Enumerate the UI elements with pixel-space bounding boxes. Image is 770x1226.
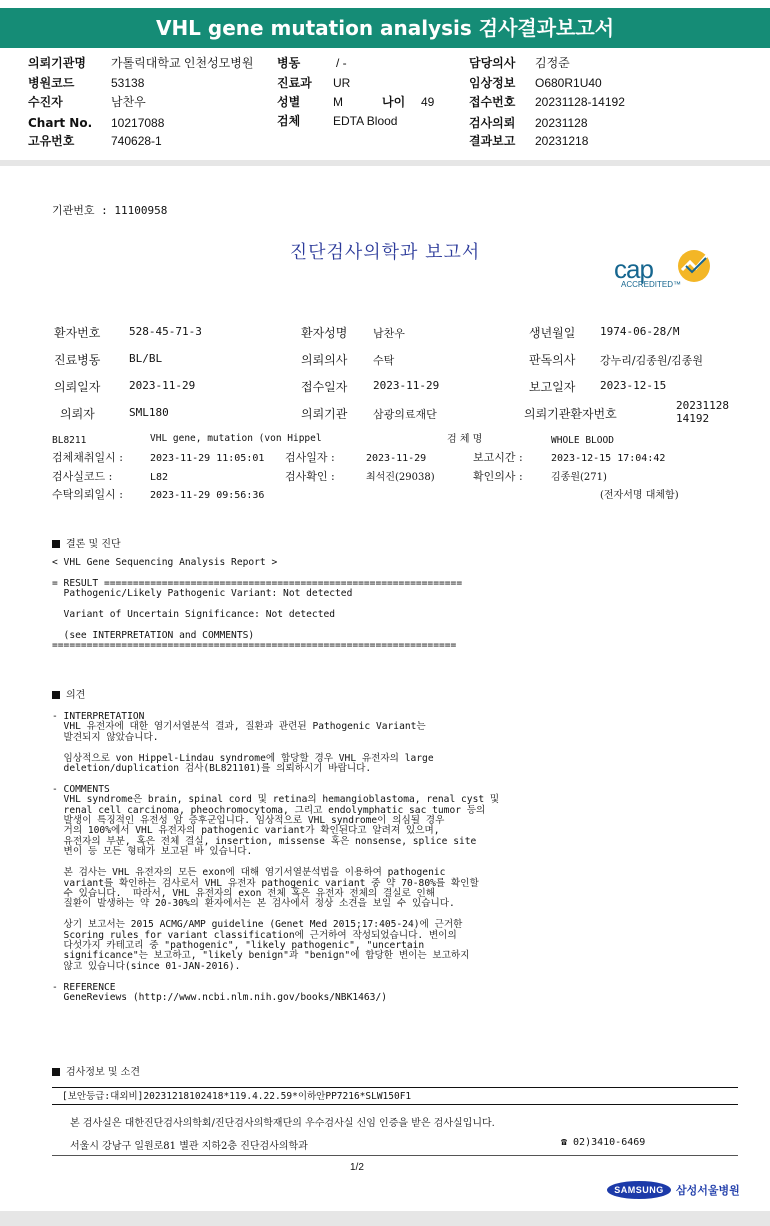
header-value-unique-no: 740628-1 <box>111 134 162 148</box>
time-value-report-time: 2023-12-15 17:04:42 <box>551 453 666 464</box>
time-value-lab-code: L82 <box>150 472 169 483</box>
time-label-entrust: 수탁의뢰일시 : <box>52 488 123 501</box>
header-value-request-date: 20231128 <box>535 116 588 130</box>
patient-value-inst-patient-no: 2023112814192 <box>676 399 729 425</box>
time-value-confirm-doctor: 김종원(271) <box>551 472 607 483</box>
certification-line: 본 검사실은 대한진단검사의학회/진단검사의학재단의 우수검사실 신임 인증을 받은 검사실입니다. <box>70 1118 495 1129</box>
patient-value-req-doctor: 수탁 <box>373 354 395 367</box>
header-value-clinical-info: O680R1U40 <box>535 76 602 90</box>
e-signature-note: (전자서명 대체함) <box>600 490 679 501</box>
header-label-sex: 성별 <box>277 95 301 109</box>
patient-label-ward: 진료병동 <box>54 353 101 367</box>
header-label-report-date: 결과보고 <box>469 134 516 148</box>
patient-label-name: 환자성명 <box>301 326 348 340</box>
patient-label-inst-patient-no: 의뢰기관환자번호 <box>524 407 617 421</box>
patient-label-rep-date: 보고일자 <box>529 380 576 394</box>
test-code: BL8211 <box>52 435 87 446</box>
patient-label-rec-date: 접수일자 <box>301 380 348 394</box>
patient-value-birth: 1974-06-28/M <box>600 325 680 338</box>
patient-value-rec-date: 2023-11-29 <box>373 379 440 392</box>
section-opinion-heading <box>52 686 85 701</box>
patient-value-reader: 강누리/김종원/김종원 <box>600 354 704 367</box>
page-number: 1/2 <box>350 1162 364 1173</box>
lab-address: 서울시 강남구 일원로81 별관 지하2층 진단검사의학과 <box>70 1141 308 1152</box>
patient-value-req-date: 2023-11-29 <box>129 379 196 392</box>
header-label-clinical-info: 임상정보 <box>469 76 516 90</box>
patient-value-ward: BL/BL <box>129 352 163 365</box>
header-label-doctor: 담당의사 <box>469 56 516 70</box>
time-label-lab-code: 검사실코드 : <box>52 470 113 483</box>
header-label-request-date: 검사의뢰 <box>469 116 516 130</box>
samsung-logo: SAMSUNG <box>607 1181 671 1199</box>
time-value-collect: 2023-11-29 11:05:01 <box>150 453 265 464</box>
patient-label-req-doctor: 의뢰의사 <box>301 353 348 367</box>
time-value-test-date: 2023-11-29 <box>366 453 427 464</box>
time-value-confirm: 최석진(29038) <box>366 472 435 483</box>
header-label-chart-no: Chart No. <box>28 116 93 130</box>
patient-label-reader: 판독의사 <box>529 353 576 367</box>
report-title: 진단검사의학과 보고서 <box>289 242 481 263</box>
header-label-specimen: 검체 <box>277 114 301 128</box>
header-value-chart-no: 10217088 <box>111 116 165 130</box>
header-value-department: UR <box>333 76 351 90</box>
footer-mid-rule <box>52 1104 738 1105</box>
patient-label-requester: 의뢰자 <box>60 407 95 421</box>
square-bullet-icon <box>52 691 60 699</box>
header-value-report-date: 20231218 <box>535 134 589 148</box>
time-label-confirm: 검사확인 : <box>285 470 335 483</box>
header-label-ward: 병동 <box>277 56 301 70</box>
header-value-sex: M <box>333 95 343 109</box>
time-label-test-date: 검사일자 : <box>285 451 335 464</box>
section-opinion-body: - INTERPRETATION VHL 유전자에 대한 염기서열분석 결과, 질환과 관련된 Pathogenic Variant는 발견되지 않았습니다. 임상적으로 von Hippel-Lindau syndrome에 합당할 경우 VHL 유전자의 large deletion/duplication 검사(BL821101)를 의뢰하시기 바랍니다. - COMMENTS VHL syndrome은 brain, spinal cord 및 retina의 hemangioblastoma, renal cyst 및 renal cell carcinoma, pheochromocytoma, 그리고 endolymphatic sac tumor 등의 발생이 특징적인 유전성 암 증후군입니다. 임상적으로 VHL syndrome이 의심될 경우 거의 100%에서 VHL 유전자의 pathogenic variant가 확인된다고 알려져 있으며, 유전자의 부분, 혹은 전체 결실, insertion, missense 혹은 nonsense, splice site 변이 등 모든 형태가 보고된 바 있습니다. 본 검사는 VHL 유전자의 모든 exon에 대해 염기서열분석법을 이용하여 pathogenic variant를 확인하는 검사로서 VHL 유전자 pathogenic variant 중 약 70-80%를 확인할 수 있습니다. 따라서, VHL 유전자의 exon 전체 혹은 유전자 전체의 결실로 인해 질환이 발생하는 약 20-30%의 환자에서는 본 검사에서 정상 소견을 보일 수 있습니다. 상기 보고서는 2015 ACMG/AMP guideline (Genet Med 2015;17:405-24)에 근거한 Scoring rules for variant classification에 근거하여 작성되었습니다. 변이의 다섯가지 카테고리 중 "pathogenic", "likely pathogenic", "uncertain significance"는 보고하고, "likely benign"과 "benign"에 합당한 변이는 보고하지 않고 있습니다(since 01-JAN-2016). - REFERENCE GeneReviews (http://www.ncbi.nlm.nih.gov/books/NBK1463/) <box>52 711 500 1003</box>
section-test-info-heading <box>52 1063 140 1078</box>
patient-label-no: 환자번호 <box>54 326 101 340</box>
time-label-confirm-doctor: 확인의사 : <box>473 470 523 483</box>
header-value-hospital-code: 53138 <box>111 76 145 90</box>
header-value-ward: / - <box>336 56 347 70</box>
section-opinion-title: 의견 <box>66 690 86 701</box>
section-conclusion-heading <box>52 535 121 550</box>
hospital-name: 삼성서울병원 <box>676 1184 740 1197</box>
header-label-institution: 의뢰기관명 <box>28 56 86 70</box>
header-value-age: 49 <box>421 95 435 109</box>
footer-top-rule <box>52 1087 738 1088</box>
header-value-doctor: 김정준 <box>535 56 570 70</box>
header-label-unique-no: 고유번호 <box>28 134 75 148</box>
cap-brand: cap <box>614 254 653 284</box>
banner-title: VHL gene mutation analysis 검사결과보고서 <box>155 16 615 40</box>
test-name: VHL gene, mutation (von Hippel <box>150 433 322 444</box>
time-value-entrust: 2023-11-29 09:56:36 <box>150 490 265 501</box>
header-label-patient: 수진자 <box>28 95 63 109</box>
patient-value-no: 528-45-71-3 <box>129 325 202 338</box>
header-value-patient: 남찬우 <box>111 95 146 109</box>
header-value-institution: 가톨릭대학교 인천성모병원 <box>111 56 254 70</box>
patient-value-requester: SML180 <box>129 406 169 419</box>
specimen-label: 검 체 명 <box>447 434 483 445</box>
footer-bottom-rule <box>52 1155 738 1156</box>
patient-label-req-inst: 의뢰기관 <box>301 407 348 421</box>
patient-value-name: 남찬우 <box>373 327 405 340</box>
security-line: [보안등급:대외비]20231218102418*119.4.22.59*이하안PP7216*SLW150F1 <box>62 1091 412 1102</box>
header-label-department: 진료과 <box>277 76 312 90</box>
cap-accredited-text: ACCREDITED™ <box>621 280 682 289</box>
patient-label-birth: 생년월일 <box>529 326 576 340</box>
header-label-hospital-code: 병원코드 <box>28 76 75 90</box>
patient-value-rep-date: 2023-12-15 <box>600 379 667 392</box>
report-banner <box>0 0 770 56</box>
patient-value-req-inst: 삼광의료재단 <box>373 408 437 421</box>
lab-phone: ☎ 02)3410-6469 <box>561 1137 646 1148</box>
square-bullet-icon <box>52 1068 60 1076</box>
square-bullet-icon <box>52 540 60 548</box>
time-label-report-time: 보고시간 : <box>473 451 523 464</box>
time-label-collect: 검체채취일시 : <box>52 451 123 464</box>
section-conclusion-body: < VHL Gene Sequencing Analysis Report > = RESULT ============================================================== Pathogenic/Likely Pathogenic Variant: Not detected Variant of Uncertain Significance: Not detected (see INTERPRETATION and COMMENTS) ====================================================================== <box>52 557 463 652</box>
header-label-receipt-no: 접수번호 <box>469 95 516 109</box>
specimen-value: WHOLE BLOOD <box>551 435 614 446</box>
header-value-receipt-no: 20231128-14192 <box>535 95 625 109</box>
header-label-age: 나이 <box>382 95 406 109</box>
report-document <box>0 166 770 1211</box>
section-conclusion-title: 결론 및 진단 <box>66 539 121 550</box>
section-test-info-title: 검사정보 및 소견 <box>66 1067 140 1078</box>
header-value-specimen: EDTA Blood <box>333 114 398 128</box>
institution-number: 기관번호 : 11100958 <box>52 204 168 217</box>
patient-label-req-date: 의뢰일자 <box>54 380 101 394</box>
bottom-strip <box>0 1211 770 1226</box>
